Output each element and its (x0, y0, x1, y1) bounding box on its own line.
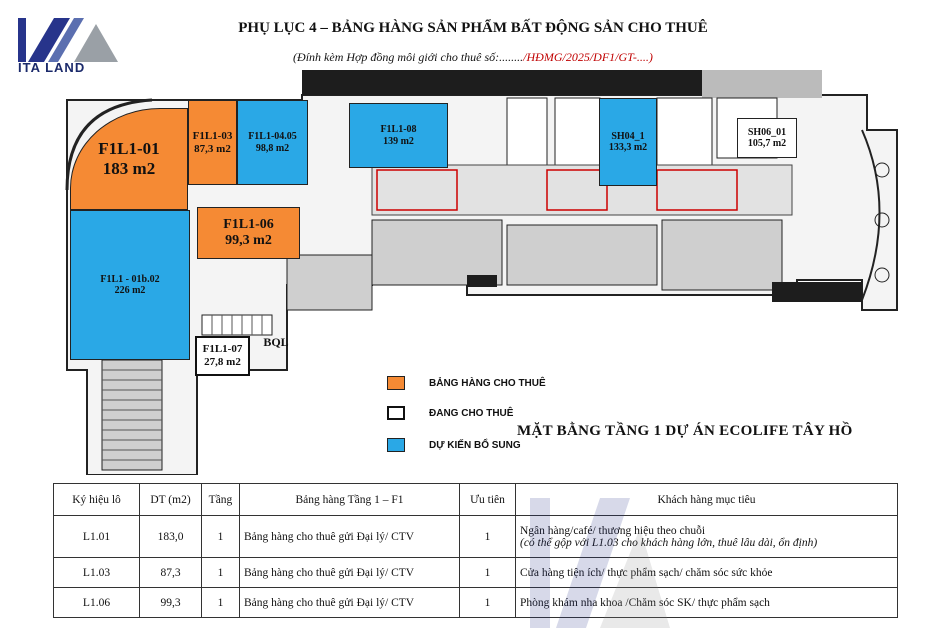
legend-label: DỰ KIẾN BỔ SUNG (429, 439, 521, 451)
target-note: (có thể gộp với L1.03 cho khách hàng lớn, thuê lâu dài, ổn định) (520, 536, 818, 549)
cell-floor: 1 (202, 516, 240, 558)
page-subtitle (0, 50, 946, 65)
cell-priority: 1 (460, 516, 516, 558)
cell-priority: 1 (460, 558, 516, 588)
unit-f1l1-06[interactable] (197, 207, 300, 259)
cell-lot: L1.01 (54, 516, 140, 558)
header-lot: Ký hiệu lô (54, 484, 140, 516)
header-area: DT (m2) (140, 484, 202, 516)
unit-code: F1L1 - 01b.02 (100, 273, 160, 285)
page-title: PHỤ LỤC 4 – BẢNG HÀNG SẢN PHẨM BẤT ĐỘNG SẢN CHO THUÊ (238, 20, 708, 36)
unit-f1l1-01b-02[interactable] (70, 210, 190, 360)
legend-swatch-orange (387, 376, 405, 390)
unit-f1l1-07[interactable] (195, 336, 250, 376)
cell-lot: L1.03 (54, 558, 140, 588)
legend-label: ĐANG CHO THUÊ (429, 407, 514, 419)
unit-area: 87,3 m2 (194, 142, 231, 155)
unit-code: BQL (263, 334, 289, 349)
header-listing: Bảng hàng Tầng 1 – F1 (240, 484, 460, 516)
floor-plan-label: MẶT BẰNG TẦNG 1 DỰ ÁN ECOLIFE TÂY HỒ (517, 423, 853, 439)
unit-area: 183 m2 (102, 159, 156, 178)
cell-listing: Bảng hàng cho thuê gửi Đại lý/ CTV (240, 588, 460, 618)
cell-target: Cửa hàng tiện ích/ thực phẩm sạch/ chăm sóc sức khỏe (516, 558, 898, 588)
cell-target: Phòng khám nha khoa /Chăm sóc SK/ thực phẩm sạch (516, 588, 898, 618)
unit-area: 27,8 m2 (204, 356, 241, 368)
subtitle-prefix: (Đính kèm Hợp đồng môi giới cho thuê số:........ (293, 50, 524, 64)
cell-listing: Bảng hàng cho thuê gửi Đại lý/ CTV (240, 516, 460, 558)
unit-code: F1L1-04.05 (248, 131, 297, 142)
unit-area: 105,7 m2 (747, 138, 787, 149)
header-target: Khách hàng mục tiêu (516, 484, 898, 516)
unit-code: F1L1-03 (192, 129, 233, 142)
header-priority: Ưu tiên (460, 484, 516, 516)
legend-swatch-white (387, 406, 405, 420)
cell-area: 183,0 (140, 516, 202, 558)
unit-area: 99,3 m2 (225, 233, 272, 248)
unit-area: 226 m2 (114, 285, 146, 296)
table-row (54, 516, 898, 558)
unit-bql (255, 330, 297, 355)
unit-sh06-01[interactable] (737, 118, 797, 158)
legend-label: BẢNG HÀNG CHO THUÊ (429, 377, 546, 389)
legend-item-planned (387, 438, 521, 452)
cell-floor: 1 (202, 558, 240, 588)
target-text: Ngân hàng/café/ thương hiệu theo chuỗi (520, 524, 706, 537)
unit-code: SH04_1 (611, 130, 645, 142)
cell-area: 99,3 (140, 588, 202, 618)
unit-sh04-1[interactable] (599, 98, 657, 186)
unit-area: 98,8 m2 (255, 142, 290, 154)
unit-f1l1-03[interactable] (188, 100, 237, 185)
floor-plan (47, 70, 920, 475)
legend-swatch-blue (387, 438, 405, 452)
cell-priority: 1 (460, 588, 516, 618)
unit-f1l1-08[interactable] (349, 103, 448, 168)
legend-item-renting (387, 406, 513, 420)
product-table (53, 483, 898, 618)
cell-floor: 1 (202, 588, 240, 618)
unit-code: F1L1-01 (98, 139, 160, 159)
unit-code: F1L1-08 (380, 124, 417, 135)
unit-code: F1L1-07 (202, 343, 243, 356)
unit-area: 139 m2 (383, 135, 414, 147)
unit-code: SH06_01 (747, 126, 787, 138)
unit-f1l1-04-05[interactable] (237, 100, 308, 185)
subtitle-reference: /HĐMG/2025/DF1/GT-....) (523, 50, 653, 64)
table-header-row (54, 484, 898, 516)
cell-target (516, 516, 898, 558)
header-floor: Tầng (202, 484, 240, 516)
legend-item-for-rent (387, 376, 546, 390)
unit-area: 133,3 m2 (608, 142, 648, 153)
logo-text: ITA LAND (18, 60, 86, 75)
table-row (54, 588, 898, 618)
cell-listing: Bảng hàng cho thuê gửi Đại lý/ CTV (240, 558, 460, 588)
unit-code: F1L1-06 (223, 216, 274, 232)
table-row (54, 558, 898, 588)
cell-lot: L1.06 (54, 588, 140, 618)
cell-area: 87,3 (140, 558, 202, 588)
